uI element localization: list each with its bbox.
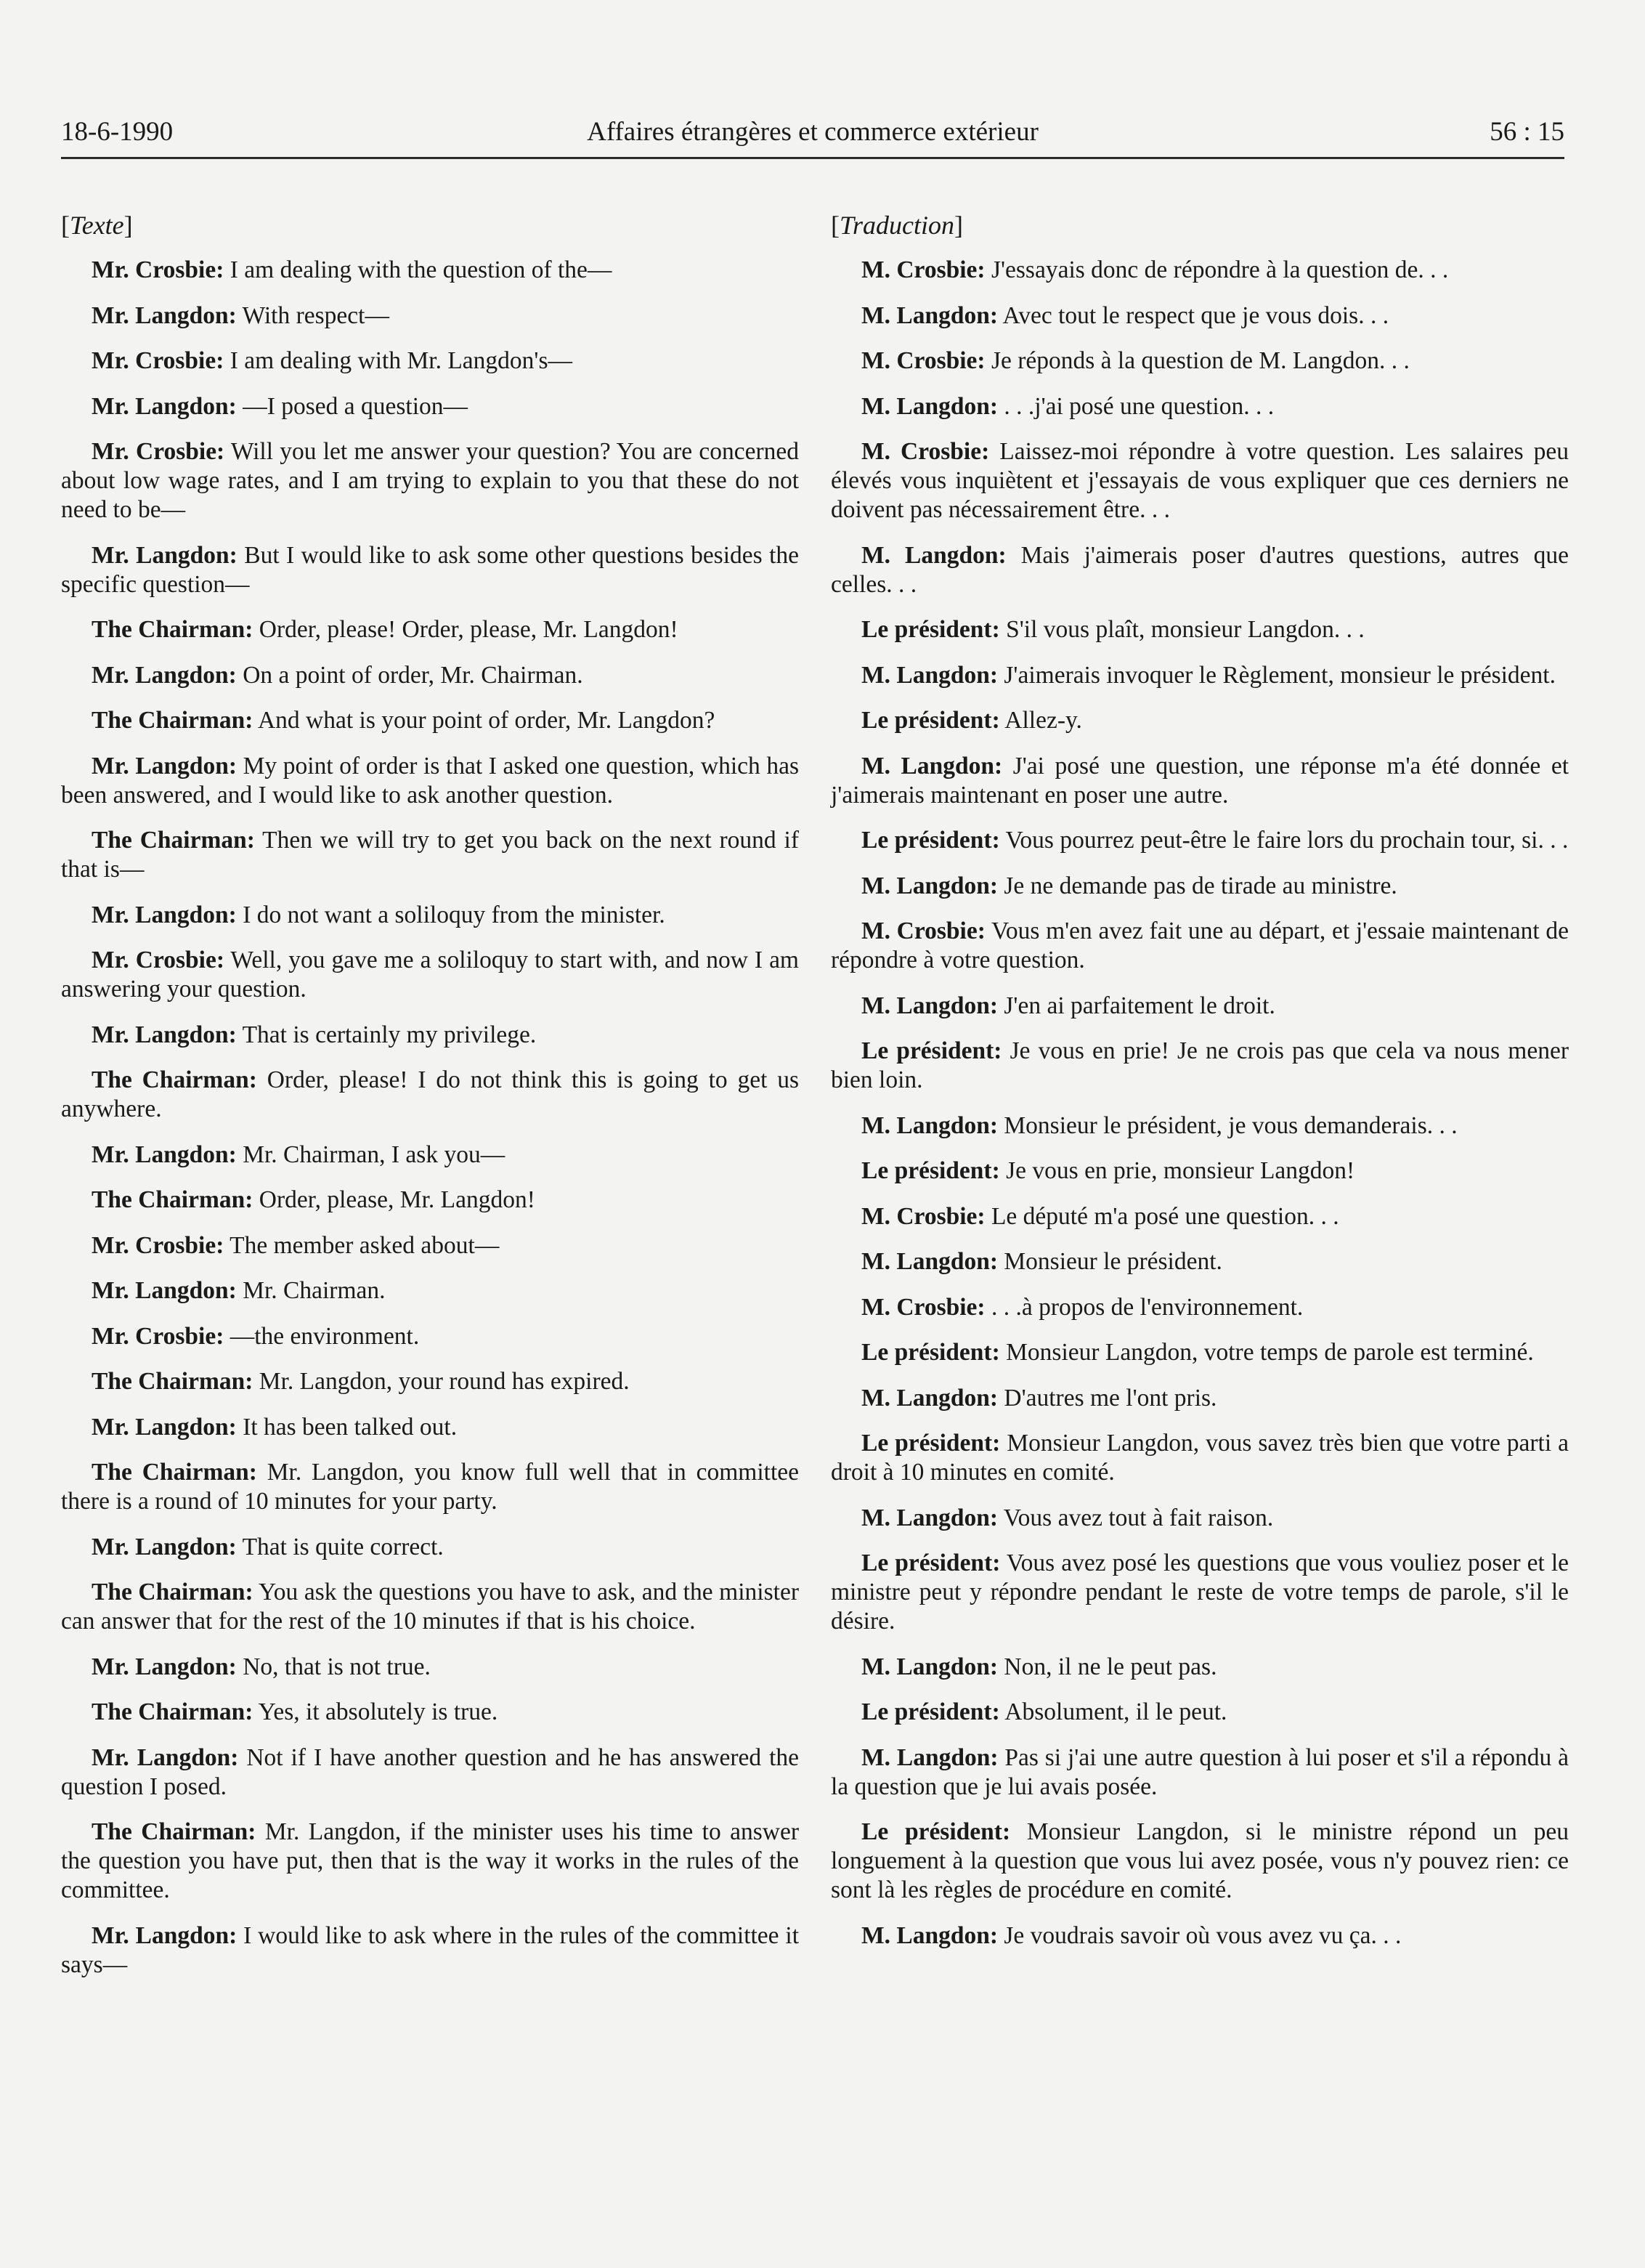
speaker-label: The Chairman: bbox=[92, 1698, 253, 1725]
page-header bbox=[61, 116, 1564, 159]
speech-text: Allez-y. bbox=[1004, 707, 1082, 734]
speaker-label: Mr. Crosbie: bbox=[92, 256, 224, 283]
speech-text: I would like to ask where in the rules of the committee it says— bbox=[61, 1921, 800, 1978]
speech-text: . . .à propos de l'environnement. bbox=[991, 1293, 1304, 1321]
speech-text: I do not want a soliloquy from the minister. bbox=[243, 901, 665, 928]
speech-text: That is quite correct. bbox=[242, 1533, 444, 1560]
transcript-paragraph bbox=[831, 1549, 1569, 1636]
speaker-label: Le président: bbox=[861, 1339, 1000, 1366]
speech-text: Je réponds à la question de M. Langdon. . . bbox=[991, 347, 1410, 374]
speech-text: Mr. Langdon, your round has expired. bbox=[259, 1368, 630, 1395]
transcript-paragraph bbox=[831, 1037, 1569, 1095]
speech-text: I am dealing with the question of the— bbox=[230, 256, 612, 283]
speaker-label: M. Crosbie: bbox=[861, 256, 986, 283]
speaker-label: M. Crosbie: bbox=[861, 918, 986, 944]
transcript-paragraph bbox=[831, 1818, 1569, 1905]
speaker-label: M. Langdon: bbox=[861, 301, 999, 329]
speech-text: Monsieur le président, je vous demanderais. . . bbox=[1004, 1111, 1458, 1139]
speech-text: J'essayais donc de répondre à la question de. . . bbox=[991, 256, 1449, 283]
transcript-paragraph bbox=[61, 1231, 799, 1260]
transcript-paragraph bbox=[831, 1653, 1569, 1682]
transcript-paragraph bbox=[831, 1504, 1569, 1533]
transcript-paragraph bbox=[61, 1743, 799, 1802]
transcript-paragraph bbox=[61, 1367, 799, 1396]
transcript-paragraph bbox=[61, 901, 799, 930]
speaker-label: M. Langdon: bbox=[861, 1653, 999, 1680]
transcript-paragraph bbox=[831, 1698, 1569, 1727]
speaker-label: Mr. Langdon: bbox=[92, 1921, 237, 1949]
transcript-paragraph bbox=[61, 1653, 799, 1682]
speaker-label: M. Langdon: bbox=[861, 1921, 999, 1949]
transcript-paragraph bbox=[61, 1578, 799, 1636]
transcript-paragraph bbox=[831, 1157, 1569, 1186]
speech-text: Order, please, Mr. Langdon! bbox=[259, 1186, 535, 1213]
transcript-paragraph bbox=[831, 1429, 1569, 1487]
speech-text: J'aimerais invoquer le Règlement, monsieur le président. bbox=[1004, 661, 1556, 689]
speaker-label: Le président: bbox=[861, 707, 1000, 734]
transcript-paragraph bbox=[831, 1202, 1569, 1231]
speaker-label: The Chairman: bbox=[92, 1066, 257, 1093]
transcript-paragraph bbox=[831, 256, 1569, 285]
speaker-label: The Chairman: bbox=[92, 1818, 256, 1845]
speech-text: Then we will try to get you back on the next round if that is— bbox=[61, 827, 799, 883]
transcript-paragraph bbox=[61, 1533, 799, 1562]
speech-text: Monsieur Langdon, votre temps de parole est terminé. bbox=[1006, 1339, 1534, 1366]
transcript-paragraph bbox=[831, 661, 1569, 690]
speaker-label: Le président: bbox=[861, 616, 1000, 643]
section-marker-texte: [Texte] bbox=[61, 211, 133, 240]
speaker-label: M. Langdon: bbox=[861, 752, 1003, 779]
speaker-label: M. Crosbie: bbox=[861, 1202, 986, 1230]
speaker-label: Mr. Langdon: bbox=[92, 1141, 237, 1168]
speaker-label: Mr. Langdon: bbox=[92, 1743, 239, 1771]
transcript-paragraph bbox=[61, 1066, 799, 1124]
speech-text: J'ai posé une question, une réponse m'a été donnée et j'aimerais maintenant en poser une autre. bbox=[831, 752, 1569, 809]
speech-text: Mr. Chairman. bbox=[243, 1277, 386, 1304]
speech-text: Order, please! I do not think this is going to get us anywhere. bbox=[61, 1066, 800, 1122]
transcript-paragraph bbox=[61, 1141, 799, 1170]
speech-text: Not if I have another question and he has answered the question I posed. bbox=[61, 1743, 800, 1800]
transcript-paragraph bbox=[61, 1458, 799, 1516]
speaker-label: The Chairman: bbox=[92, 1368, 253, 1395]
speech-text: I am dealing with Mr. Langdon's— bbox=[230, 347, 572, 374]
transcript-paragraph bbox=[831, 992, 1569, 1021]
speaker-label: Mr. Langdon: bbox=[92, 661, 237, 689]
transcript-paragraph bbox=[61, 1276, 799, 1305]
transcript-paragraph bbox=[61, 437, 799, 525]
speaker-label: M. Crosbie: bbox=[861, 347, 986, 374]
transcript-paragraph bbox=[61, 826, 799, 884]
speech-text: Mr. Langdon, if the minister uses his time to answer the question you have put, then that is the way it works in the rules of the committee. bbox=[61, 1818, 799, 1903]
speech-text: With respect— bbox=[242, 301, 389, 329]
transcript-paragraph bbox=[61, 661, 799, 690]
transcript-paragraph bbox=[831, 1111, 1569, 1141]
speech-text: Monsieur Langdon, vous savez très bien que votre parti a droit à 10 minutes en comité. bbox=[831, 1430, 1569, 1486]
transcript-paragraph bbox=[61, 706, 799, 735]
transcript-paragraph bbox=[831, 1338, 1569, 1367]
speaker-label: M. Langdon: bbox=[861, 1248, 999, 1275]
french-column bbox=[831, 211, 1569, 1967]
transcript-paragraph bbox=[831, 1921, 1569, 1951]
speech-text: Je ne demande pas de tirade au ministre. bbox=[1004, 872, 1397, 899]
speaker-label: Mr. Langdon: bbox=[92, 301, 237, 329]
speaker-label: M. Langdon: bbox=[861, 872, 999, 899]
speech-text: Non, il ne le peut pas. bbox=[1004, 1653, 1217, 1680]
speech-text: Vous avez posé les questions que vous vouliez poser et le ministre peut y répondre pendant le reste de votre temps de parole, s'il le désire. bbox=[831, 1550, 1569, 1635]
speech-text: That is certainly my privilege. bbox=[242, 1021, 537, 1048]
speech-text: Vous avez tout à fait raison. bbox=[1003, 1504, 1274, 1531]
speaker-label: Le président: bbox=[861, 1698, 1000, 1725]
speaker-label: The Chairman: bbox=[92, 707, 253, 734]
speaker-label: M. Langdon: bbox=[861, 992, 999, 1019]
transcript-paragraph bbox=[61, 1186, 799, 1215]
speaker-label: Mr. Langdon: bbox=[92, 1413, 237, 1441]
speech-text: Mr. Chairman, I ask you— bbox=[243, 1141, 505, 1168]
transcript-paragraph bbox=[61, 1818, 799, 1905]
speaker-label: M. Langdon: bbox=[861, 1743, 999, 1771]
speaker-label: M. Langdon: bbox=[861, 1111, 999, 1139]
transcript-paragraph bbox=[831, 437, 1569, 525]
speech-text: Je vous en prie! Je ne crois pas que cela va nous mener bien loin. bbox=[831, 1037, 1569, 1093]
speech-text: You ask the questions you have to ask, and the minister can answer that for the rest of the 10 minutes if that is his choice. bbox=[61, 1579, 799, 1635]
header-date: 18-6-1990 bbox=[61, 117, 174, 147]
speech-text: Avec tout le respect que je vous dois. . . bbox=[1002, 301, 1389, 329]
speech-text: —I posed a question— bbox=[243, 392, 468, 420]
speech-text: D'autres me l'ont pris. bbox=[1004, 1384, 1217, 1412]
speech-text: It has been talked out. bbox=[243, 1413, 458, 1441]
speaker-label: The Chairman: bbox=[92, 1186, 253, 1213]
transcript-paragraph bbox=[61, 1021, 799, 1050]
speech-text: Vous pourrez peut-être le faire lors du prochain tour, si. . . bbox=[1005, 827, 1569, 854]
speaker-label: The Chairman: bbox=[92, 616, 253, 643]
speech-text: Absolument, il le peut. bbox=[1004, 1698, 1227, 1725]
transcript-paragraph bbox=[61, 1921, 799, 1980]
transcript-paragraph bbox=[61, 615, 799, 644]
speech-text: Je vous en prie, monsieur Langdon! bbox=[1006, 1157, 1355, 1184]
speaker-label: M. Crosbie: bbox=[861, 438, 990, 465]
speech-text: Pas si j'ai une autre question à lui poser et s'il a répondu à la question que je lui avais posée. bbox=[831, 1743, 1569, 1800]
speaker-label: Mr. Langdon: bbox=[92, 901, 237, 928]
speech-text: Monsieur Langdon, si le ministre répond un peu longuement à la question que vous lui avez posée, vous n'y pouvez rien: ce sont là les règles de procédure en comité. bbox=[831, 1818, 1569, 1903]
speaker-label: Le président: bbox=[861, 1157, 1000, 1184]
speaker-label: Mr. Langdon: bbox=[92, 1021, 237, 1048]
transcript-paragraph bbox=[831, 347, 1569, 376]
speaker-label: Mr. Langdon: bbox=[92, 752, 237, 779]
transcript-paragraph bbox=[831, 872, 1569, 901]
transcript-paragraph bbox=[831, 752, 1569, 810]
transcript-paragraph bbox=[61, 541, 799, 599]
speaker-label: M. Langdon: bbox=[861, 1504, 999, 1531]
speaker-label: Le président: bbox=[861, 1430, 1001, 1457]
transcript-paragraph bbox=[831, 392, 1569, 421]
speaker-label: The Chairman: bbox=[92, 827, 255, 854]
speaker-label: The Chairman: bbox=[92, 1459, 257, 1486]
speech-text: . . .j'ai posé une question. . . bbox=[1004, 392, 1275, 420]
transcript-paragraph bbox=[831, 826, 1569, 855]
speaker-label: M. Crosbie: bbox=[861, 1293, 986, 1321]
speech-text: Well, you gave me a soliloquy to start with, and now I am answering your question. bbox=[61, 947, 799, 1003]
transcript-paragraph bbox=[831, 615, 1569, 644]
transcript-paragraph bbox=[831, 917, 1569, 975]
section-marker-traduction: [Traduction] bbox=[831, 211, 964, 240]
speech-text: On a point of order, Mr. Chairman. bbox=[243, 661, 583, 689]
speaker-label: The Chairman: bbox=[92, 1579, 253, 1605]
speaker-label: Mr. Langdon: bbox=[92, 1277, 237, 1304]
header-page-number: 56 : 15 bbox=[1490, 117, 1564, 147]
speech-text: J'en ai parfaitement le droit. bbox=[1004, 992, 1275, 1019]
header-title: Affaires étrangères et commerce extérieur bbox=[587, 117, 1039, 147]
speaker-label: Mr. Crosbie: bbox=[92, 438, 225, 465]
transcript-paragraph bbox=[61, 752, 799, 810]
speech-text: Monsieur le président. bbox=[1004, 1248, 1222, 1275]
speaker-label: Mr. Langdon: bbox=[92, 541, 237, 569]
speaker-label: M. Langdon: bbox=[861, 541, 1007, 569]
speaker-label: Le président: bbox=[861, 1037, 1002, 1064]
speech-text: Mais j'aimerais poser d'autres questions, autres que celles. . . bbox=[831, 541, 1569, 598]
speech-text: Le député m'a posé une question. . . bbox=[991, 1202, 1339, 1230]
transcript-paragraph bbox=[61, 1413, 799, 1442]
english-column bbox=[61, 211, 799, 1996]
speaker-label: Mr. Langdon: bbox=[92, 392, 237, 420]
speech-text: Laissez-moi répondre à votre question. Les salaires peu élevés vous inquiètent et j'essayais de vous expliquer que ces derniers ne doivent pas nécessairement être. . . bbox=[831, 438, 1569, 523]
speaker-label: Mr. Crosbie: bbox=[92, 1322, 224, 1350]
speaker-label: Mr. Crosbie: bbox=[92, 1231, 224, 1259]
transcript-paragraph bbox=[61, 256, 799, 285]
transcript-paragraph bbox=[831, 706, 1569, 735]
speech-text: And what is your point of order, Mr. Langdon? bbox=[257, 707, 715, 734]
transcript-paragraph bbox=[831, 1743, 1569, 1802]
speech-text: —the environment. bbox=[230, 1322, 420, 1350]
speech-text: My point of order is that I asked one question, which has been answered, and I would like to ask another question. bbox=[61, 752, 799, 809]
speaker-label: Le président: bbox=[861, 827, 1000, 854]
speaker-label: M. Langdon: bbox=[861, 392, 999, 420]
speech-text: Order, please! Order, please, Mr. Langdon! bbox=[259, 616, 678, 643]
speech-text: The member asked about— bbox=[230, 1231, 500, 1259]
speech-text: Will you let me answer your question? You are concerned about low wage rates, and I am trying to explain to you that these do not need to be— bbox=[61, 438, 799, 523]
speech-text: S'il vous plaît, monsieur Langdon. . . bbox=[1006, 616, 1365, 643]
speaker-label: Mr. Langdon: bbox=[92, 1653, 237, 1680]
transcript-paragraph bbox=[61, 946, 799, 1004]
speech-text: But I would like to ask some other questions besides the specific question— bbox=[61, 541, 800, 598]
speaker-label: Mr. Crosbie: bbox=[92, 947, 224, 973]
speaker-label: Mr. Crosbie: bbox=[92, 347, 224, 374]
transcript-paragraph bbox=[831, 1247, 1569, 1276]
speech-text: Vous m'en avez fait une au départ, et j'essaie maintenant de répondre à votre question. bbox=[831, 918, 1569, 973]
speech-text: No, that is not true. bbox=[243, 1653, 431, 1680]
speaker-label: M. Langdon: bbox=[861, 1384, 999, 1412]
transcript-paragraph bbox=[61, 1698, 799, 1727]
speaker-label: Mr. Langdon: bbox=[92, 1533, 237, 1560]
transcript-paragraph bbox=[61, 1322, 799, 1351]
transcript-paragraph bbox=[61, 347, 799, 376]
transcript-paragraph bbox=[831, 541, 1569, 599]
speaker-label: Le président: bbox=[861, 1818, 1011, 1845]
speaker-label: M. Langdon: bbox=[861, 661, 999, 689]
transcript-paragraph bbox=[831, 1384, 1569, 1413]
transcript-paragraph bbox=[61, 301, 799, 331]
speech-text: Je voudrais savoir où vous avez vu ça. . . bbox=[1004, 1921, 1402, 1949]
speech-text: Yes, it absolutely is true. bbox=[258, 1698, 498, 1725]
transcript-paragraph bbox=[831, 1293, 1569, 1322]
speaker-label: Le président: bbox=[861, 1550, 1001, 1576]
transcript-paragraph bbox=[61, 392, 799, 421]
speech-text: Mr. Langdon, you know full well that in committee there is a round of 10 minutes for your party. bbox=[61, 1459, 799, 1515]
transcript-paragraph bbox=[831, 301, 1569, 331]
